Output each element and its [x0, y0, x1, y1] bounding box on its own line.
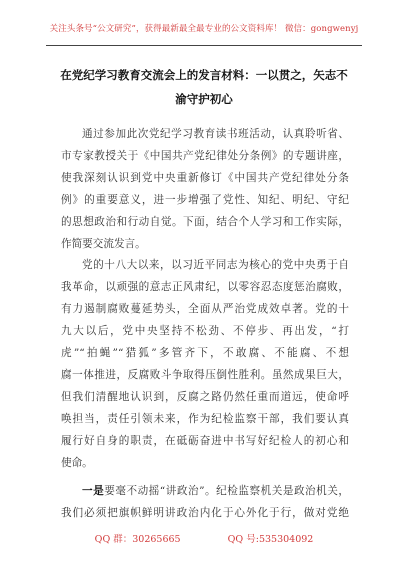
paragraph-line: 我们必须把旗帜鲜明讲政治内化于心外化于行，做对党绝	[61, 507, 349, 519]
paragraph-line: 的思想政治和行动自觉。下面，结合个人学习和工作实际，	[61, 216, 349, 228]
paragraph-line: 使我深刻认识到党中央重新修订《中国共产党纪律处分条	[61, 172, 349, 184]
paragraph-line: 九大以后，党中央坚持不松劲、不停步、再出发，“打	[61, 325, 349, 337]
point-text: 要毫不动摇“讲政治”。纪检监察机关是政治机关，	[104, 485, 349, 497]
header-banner: 关注头条号“公文研究”，获得最新最全最专业的公文资料库！ 微信：gongwenyj	[49, 24, 359, 34]
footer-qq-number: QQ 号:535304092	[227, 534, 314, 545]
document-title-line-1: 在党纪学习教育交流会上的发言材料：一以贯之，矢志不	[60, 68, 348, 82]
paragraph-line: 通过参加此次党纪学习教育读书班活动，认真聆听省、	[82, 128, 349, 140]
paragraph-line: 党的十八大以来，以习近平同志为核心的党中央勇于自	[82, 259, 349, 271]
paragraph-line: 有力遏制腐败蔓延势头，全面从严治党成效卓著。党的十	[61, 303, 349, 315]
paragraph-3	[61, 480, 349, 524]
point-lead: 一是	[82, 485, 105, 497]
paragraph-line: 虎”“拍蝇”“猎狐”多管齐下，不敢腐、不能腐、不想	[61, 347, 349, 359]
paragraph-line: 市专家教授关于《中国共产党纪律处分条例》的专题讲座，	[61, 150, 349, 162]
paragraph-line: 使命。	[61, 457, 93, 469]
paragraph-line: 我革命，以顽强的意志正风肃纪，以零容忍态度惩治腐败，	[61, 281, 349, 293]
paragraph-line: 唤担当，责任引领未来，作为纪检监察干部，我们要认真	[61, 413, 349, 425]
paragraph-2	[61, 254, 349, 474]
paragraph-1	[61, 123, 349, 255]
paragraph-line	[61, 480, 349, 502]
paragraph-line: 但我们清醒地认识到，反腐之路仍然任重而道远，使命呼	[61, 391, 349, 403]
paragraph-line: 例》的重要意义，进一步增强了党性、知纪、明纪、守纪	[61, 194, 349, 206]
footer-contacts	[0, 531, 408, 545]
paragraph-line: 履行好自身的职责，在砥砺奋进中书写好纪检人的初心和	[61, 435, 349, 447]
paragraph-line: 腐一体推进，反腐败斗争取得压倒性胜利。虽然成果巨大，	[61, 369, 349, 381]
document-title-line-2: 渝守护初心	[175, 92, 233, 106]
footer-qq-group: QQ 群：30265665	[94, 534, 181, 545]
paragraph-line: 作简要交流发言。	[61, 238, 146, 250]
header-rule	[46, 45, 362, 46]
